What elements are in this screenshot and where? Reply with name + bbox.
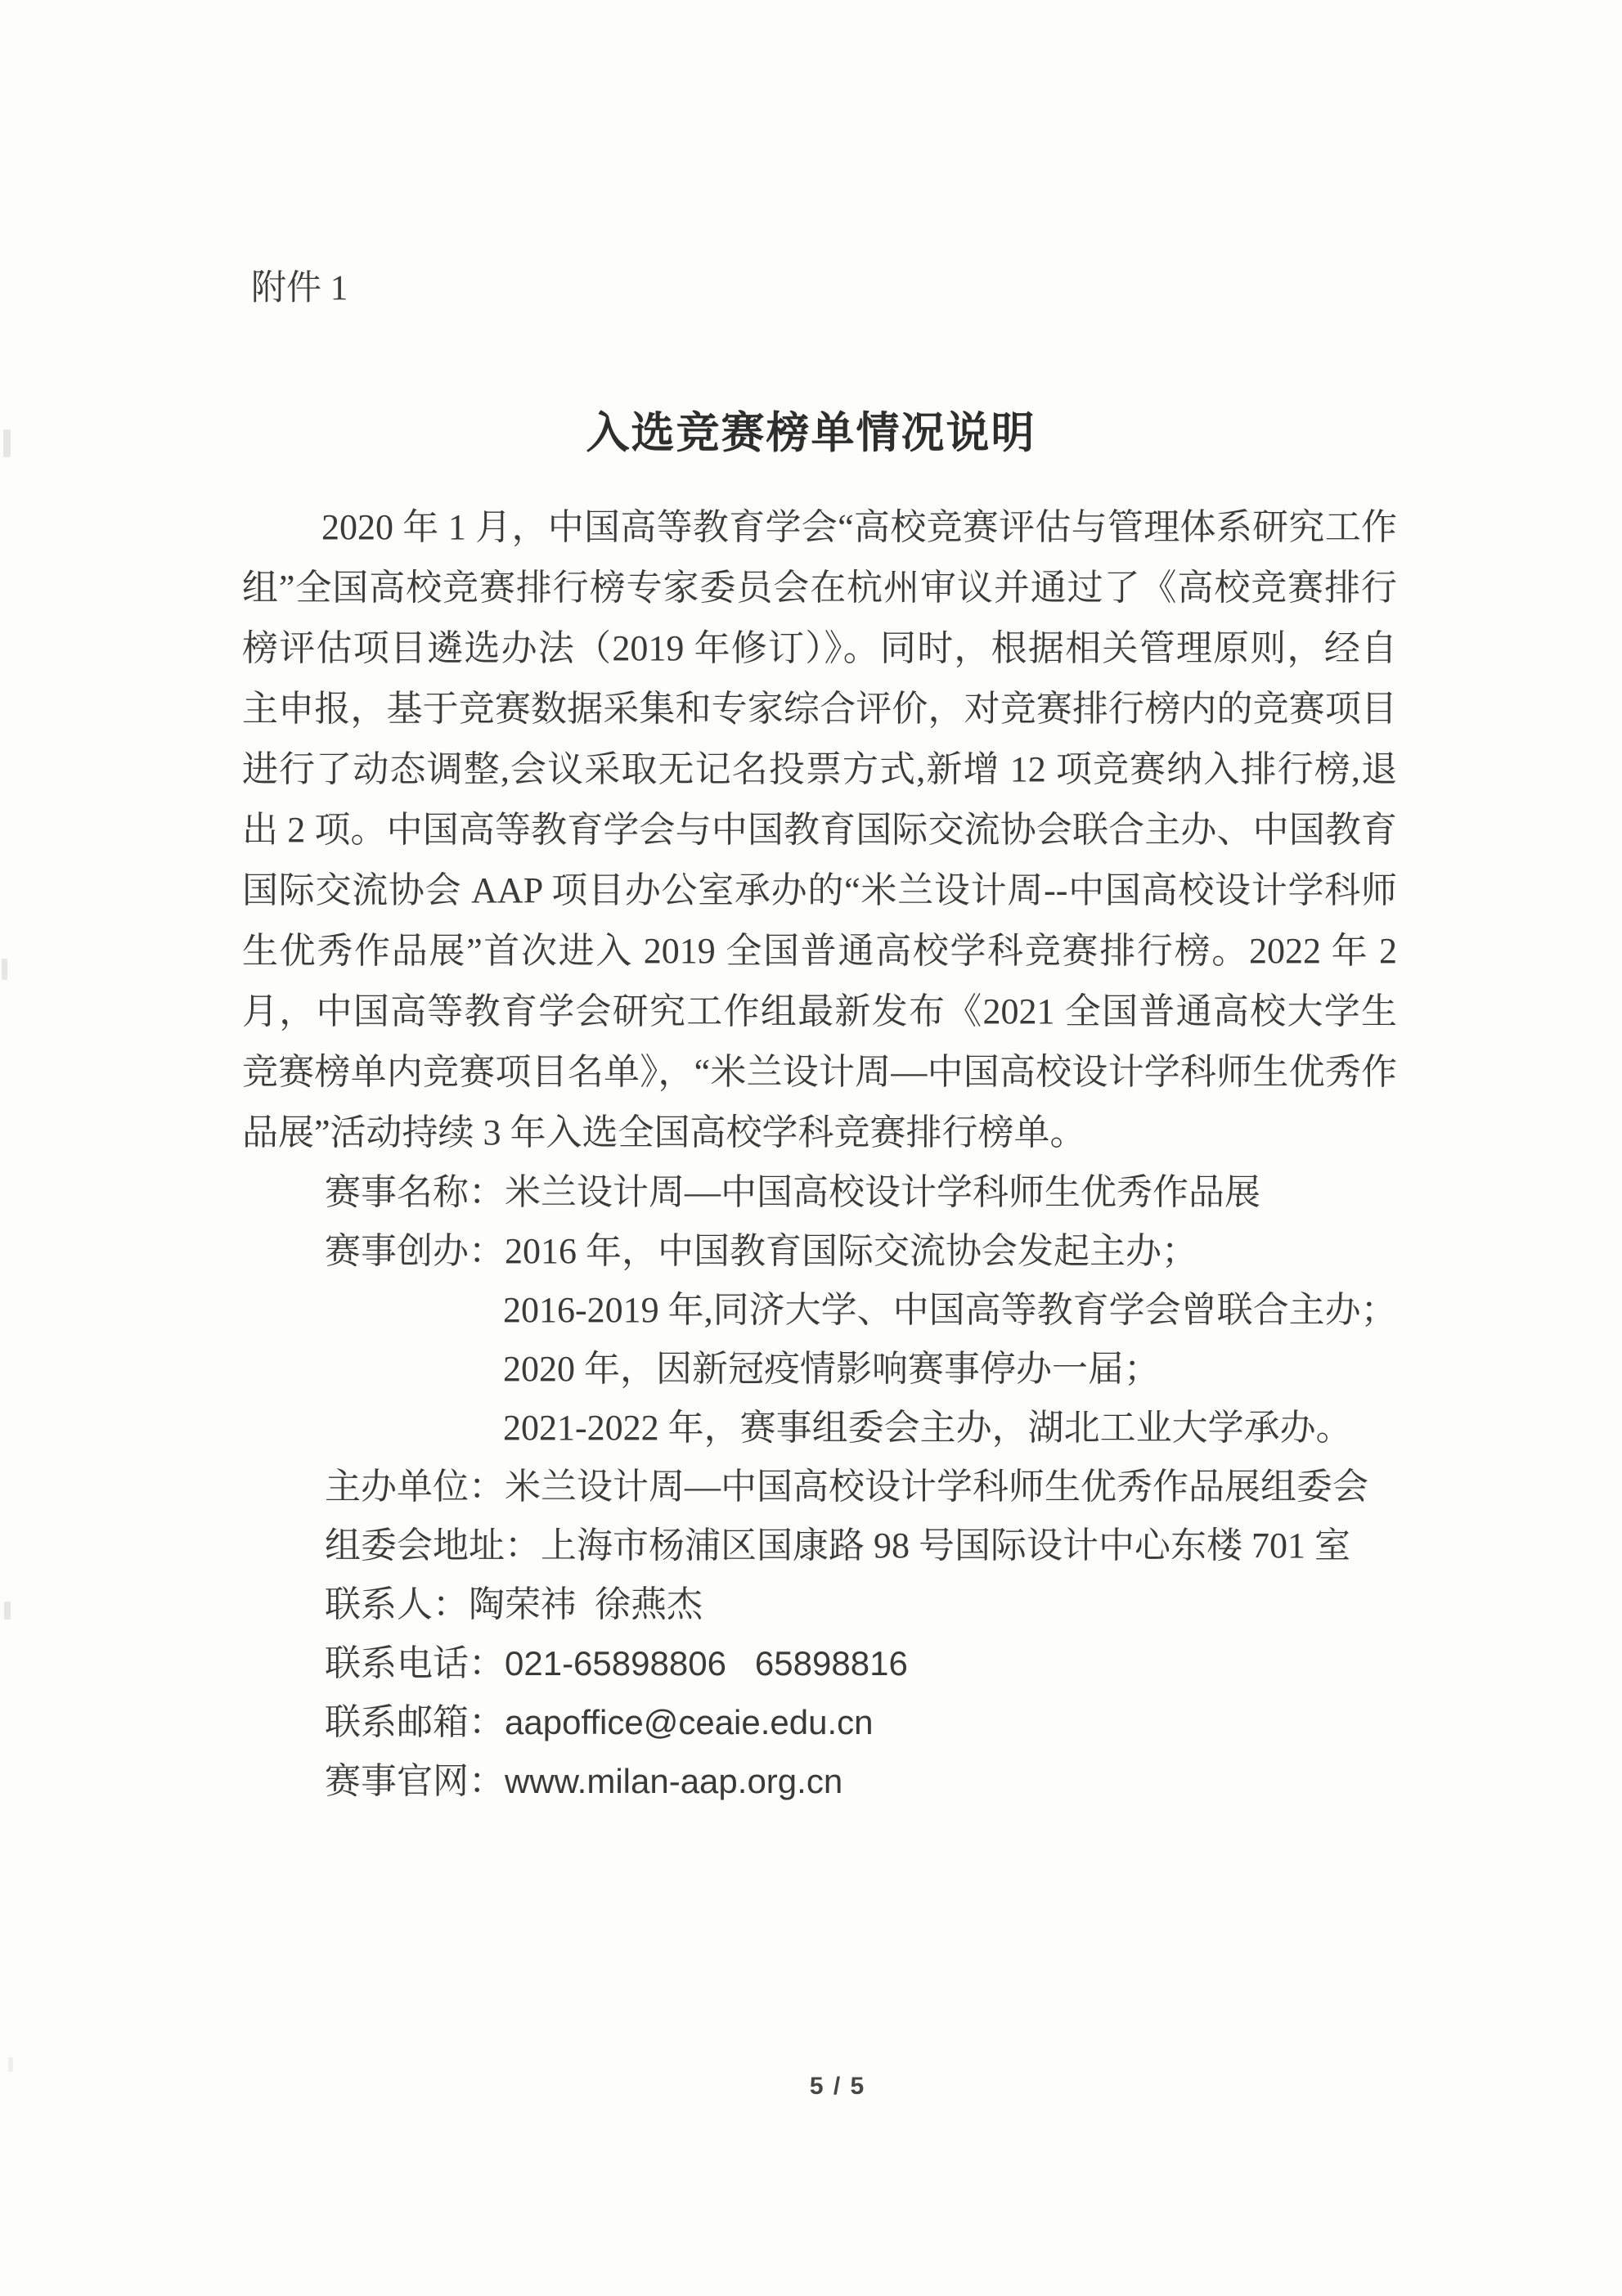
- committee-address-row: [325, 1516, 1397, 1575]
- official-website-label: 赛事官网：: [325, 1761, 505, 1801]
- document-title: 入选竞赛榜单情况说明: [586, 409, 1036, 457]
- organizer-label: 主办单位：: [325, 1467, 505, 1507]
- contact-person-value: 陶荣祎 徐燕杰: [469, 1584, 703, 1624]
- official-website-value: www.milan-aap.org.cn: [505, 1762, 843, 1800]
- contact-phone-row: [325, 1634, 1397, 1693]
- event-name-value: 米兰设计周—中国高校设计学科师生优秀作品展: [505, 1172, 1260, 1212]
- organizer-row: [325, 1458, 1397, 1516]
- committee-address-label: 组委会地址：: [325, 1525, 541, 1566]
- contact-phone-label: 联系电话：: [325, 1643, 505, 1683]
- contact-person-row: [325, 1575, 1397, 1634]
- organizer-value: 米兰设计周—中国高校设计学科师生优秀作品展组委会: [505, 1467, 1368, 1507]
- attachment-label: 附件 1: [251, 269, 348, 308]
- event-founding-line-2: 2016-2019 年,同济大学、中国高等教育学会曾联合主办；: [503, 1290, 1397, 1330]
- contact-person-label: 联系人：: [325, 1584, 469, 1624]
- committee-address-value: 上海市杨浦区国康路 98 号国际设计中心东楼 701 室: [541, 1525, 1350, 1566]
- event-founding-line-4: 2021-2022 年，赛事组委会主办，湖北工业大学承办。: [503, 1408, 1352, 1448]
- intro-paragraph: 2020 年 1 月，中国高等教育学会“高校竞赛评估与管理体系研究工作组”全国高校竞赛排行榜专家委员会在杭州审议并通过了《高校竞赛排行榜评估项目遴选办法（2019 年修订）》。同时，根据相关管理原则，经自主申报，基于竞赛数据采集和专家综合评价，对竞赛排行榜内的竞赛项目进行了动态调整,会议采取无记名投票方式,新增 12 项竞赛纳入排行榜,退出 2 项。中国高等教育学会与中国教育国际交流协会联合主办、中国教育国际交流协会 AAP 项目办公室承办的“米兰设计周--中国高校设计学科师生优秀作品展”首次进入 2019 全国普通高校学科竞赛排行榜。2022 年 2 月，中国高等教育学会研究工作组最新发布《2021 全国普通高校大学生竞赛榜单内竞赛项目名单》，“米兰设计周—中国高校设计学科师生优秀作品展”活动持续 3 年入选全国高校学科竞赛排行榜单。: [242, 507, 1406, 1152]
- event-founding-line-1: 2016 年，中国教育国际交流协会发起主办；: [505, 1231, 1197, 1271]
- event-name-row: [325, 1163, 1397, 1222]
- contact-email-value: aapoffice@ceaie.edu.cn: [505, 1703, 874, 1741]
- event-founding-label: 赛事创办：: [325, 1231, 505, 1271]
- official-website-row: [325, 1752, 1397, 1811]
- scan-artifact: [4, 1602, 11, 1620]
- event-founding-row: [325, 1222, 1397, 1281]
- event-founding-line-3: 2020 年，因新冠疫情影响赛事停办一届；: [503, 1349, 1160, 1389]
- scan-artifact: [8, 2057, 13, 2072]
- event-details-section: [325, 1163, 1397, 1811]
- footer-page-number: 5 / 5: [809, 2073, 866, 2100]
- scan-artifact: [2, 959, 7, 980]
- document-body: [242, 497, 1406, 1811]
- contact-phone-value: 021-65898806 65898816: [505, 1644, 908, 1683]
- event-name-label: 赛事名称：: [325, 1172, 505, 1212]
- contact-email-row: [325, 1693, 1397, 1752]
- contact-email-label: 联系邮箱：: [325, 1702, 505, 1742]
